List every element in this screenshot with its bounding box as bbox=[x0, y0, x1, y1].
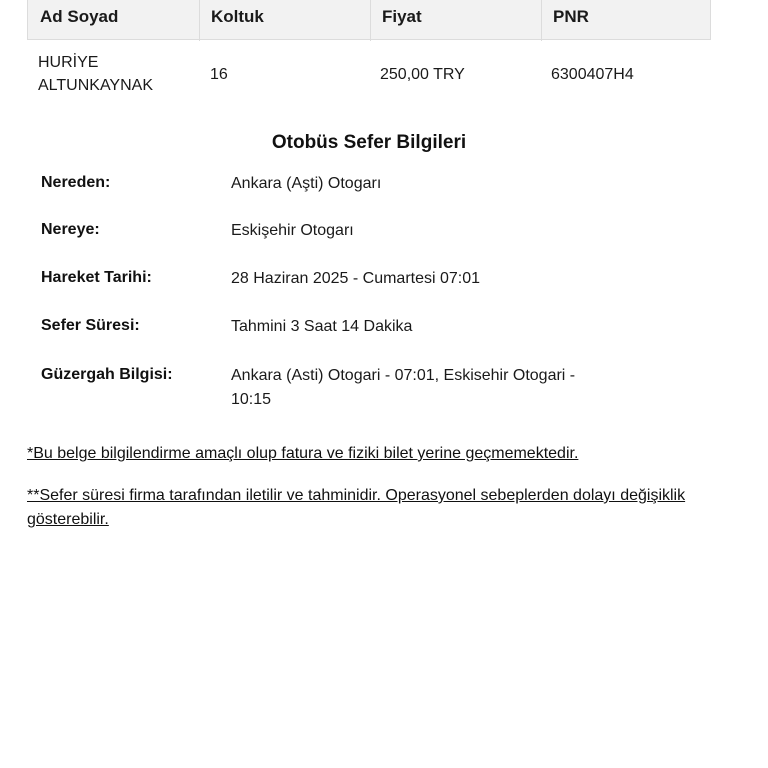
table-header-row bbox=[27, 0, 711, 40]
column-divider bbox=[199, 0, 200, 41]
disclaimer-note-1: *Bu belge bilgilendirme amaçlı olup fatura ve fiziki bilet yerine geçmemektedir. bbox=[27, 445, 579, 462]
header-fiyat: Fiyat bbox=[382, 7, 422, 26]
header-ad-soyad: Ad Soyad bbox=[40, 7, 119, 26]
route-label: Güzergah Bilgisi: bbox=[41, 366, 173, 383]
to-label: Nereye: bbox=[41, 221, 100, 238]
header-koltuk: Koltuk bbox=[211, 7, 264, 26]
departure-date-label: Hareket Tarihi: bbox=[41, 269, 152, 286]
column-divider bbox=[370, 0, 371, 41]
departure-date-value: 28 Haziran 2025 - Cumartesi 07:01 bbox=[231, 270, 481, 287]
ticket-price: 250,00 TRY bbox=[380, 66, 465, 83]
route-value: Ankara (Asti) Otogari - 07:01, Eskisehir Otogari - 10:15 bbox=[231, 367, 576, 408]
column-divider bbox=[541, 0, 542, 41]
to-value: Eskişehir Otogarı bbox=[231, 222, 354, 239]
duration-value: Tahmini 3 Saat 14 Dakika bbox=[231, 318, 413, 335]
duration-label: Sefer Süresi: bbox=[41, 317, 140, 334]
passenger-name: HURİYE ALTUNKAYNAK bbox=[38, 54, 153, 94]
from-label: Nereden: bbox=[41, 174, 111, 191]
from-value: Ankara (Aşti) Otogarı bbox=[231, 175, 382, 192]
passenger-table bbox=[27, 0, 711, 110]
trip-info-title: Otobüs Sefer Bilgileri bbox=[271, 132, 467, 153]
pnr-code: 6300407H4 bbox=[551, 66, 634, 83]
disclaimer-note-2: **Sefer süresi firma tarafından iletilir ve tahminidir. Operasyonel sebeplerden dolayı değişiklik gösterebilir. bbox=[27, 487, 686, 528]
seat-number: 16 bbox=[210, 66, 228, 83]
header-pnr: PNR bbox=[553, 7, 589, 26]
